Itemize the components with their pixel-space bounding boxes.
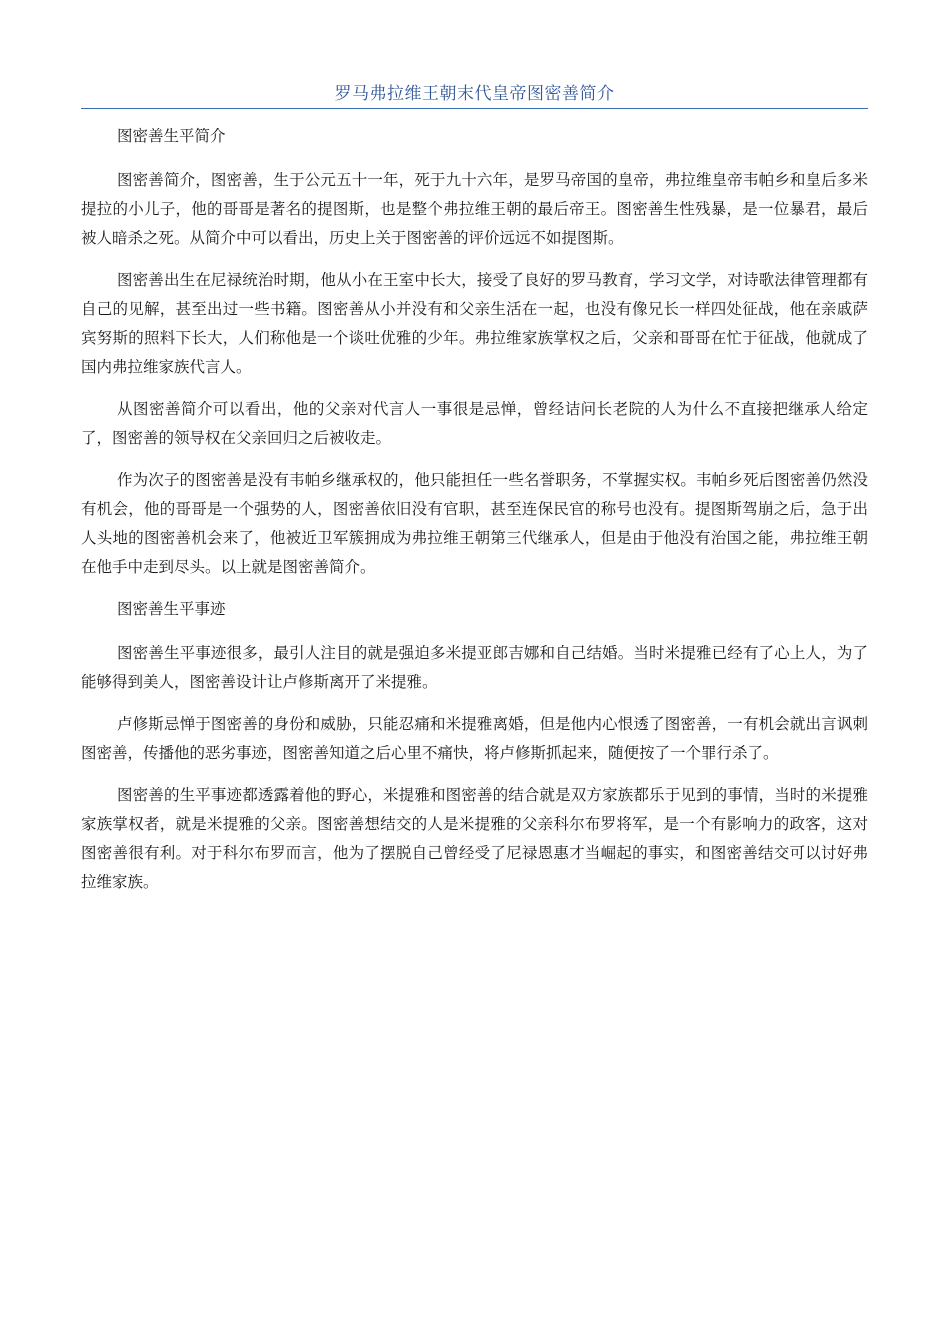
- page-header: [81, 78, 868, 109]
- paragraph: 图密善的生平事迹都透露着他的野心，米提雅和图密善的结合就是双方家族都乐于见到的事情，当时的米提雅家族掌权者，就是米提雅的父亲。图密善想结交的人是米提雅的父亲科尔布罗将军，是一个有影响力的政客，这对图密善很有利。对于科尔布罗而言，他为了摆脱自己曾经受了尼禄恩惠才当崛起的事实，和图密善结交可以讨好弗拉维家族。: [81, 786, 868, 891]
- paragraph: 图密善出生在尼禄统治时期，他从小在王室中长大，接受了良好的罗马教育，学习文学，对诗歌法律管理都有自己的见解，甚至出过一些书籍。图密善从小并没有和父亲生活在一起，也没有像兄长一样四处征战，他在亲戚萨宾努斯的照料下长大，人们称他是一个谈吐优雅的少年。弗拉维家族掌权之后，父亲和哥哥在忙于征战，他就成了国内弗拉维家族代言人。: [81, 271, 868, 376]
- section-heading: 图密善生平简介: [117, 127, 226, 145]
- page-title: 罗马弗拉维王朝末代皇帝图密善简介: [334, 84, 615, 104]
- paragraph: 图密善生平事迹很多，最引人注目的就是强迫多米提亚郎吉娜和自己结婚。当时米提雅已经有了心上人，为了能够得到美人，图密善设计让卢修斯离开了米提雅。: [81, 644, 868, 691]
- paragraph: 图密善简介，图密善，生于公元五十一年，死于九十六年，是罗马帝国的皇帝，弗拉维皇帝韦帕乡和皇后多米提拉的小儿子，他的哥哥是著名的提图斯，也是整个弗拉维王朝的最后帝王。图密善生性残暴，是一位暴君，最后被人暗杀之死。从简介中可以看出，历史上关于图密善的评价远远不如提图斯。: [81, 171, 868, 247]
- document-body: [81, 122, 868, 897]
- paragraph: 从图密善简介可以看出，他的父亲对代言人一事很是忌惮，曾经诘问长老院的人为什么不直接把继承人给定了，图密善的领导权在父亲回归之后被收走。: [81, 400, 868, 447]
- paragraph: 卢修斯忌惮于图密善的身份和威胁，只能忍痛和米提雅离婚，但是他内心恨透了图密善，一有机会就出言讽刺图密善，传播他的恶劣事迹，图密善知道之后心里不痛快，将卢修斯抓起来，随便按了一个罪行杀了。: [81, 715, 868, 762]
- paragraph: 作为次子的图密善是没有韦帕乡继承权的，他只能担任一些名誉职务，不掌握实权。韦帕乡死后图密善仍然没有机会，他的哥哥是一个强势的人，图密善依旧没有官职，甚至连保民官的称号也没有。提图斯驾崩之后，急于出人头地的图密善机会来了，他被近卫军簇拥成为弗拉维王朝第三代继承人，但是由于他没有治国之能，弗拉维王朝在他手中走到尽头。以上就是图密善简介。: [81, 471, 868, 576]
- section-heading: 图密善生平事迹: [117, 600, 226, 618]
